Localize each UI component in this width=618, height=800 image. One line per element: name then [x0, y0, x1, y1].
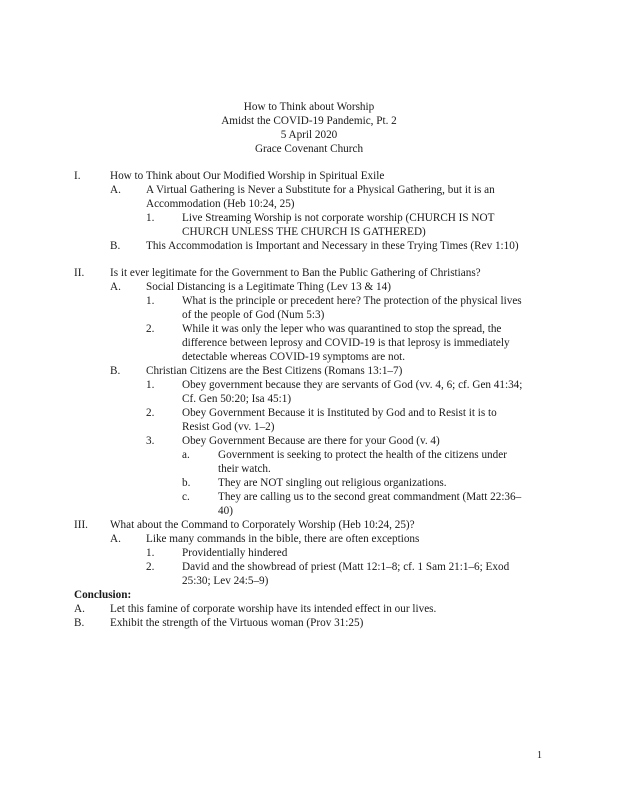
outline-point: Live Streaming Worship is not corporate worship (CHURCH IS NOT [182, 212, 495, 224]
outline-subletter: c. [182, 491, 190, 503]
outline-point: CHURCH UNLESS THE CHURCH IS GATHERED) [182, 226, 426, 238]
outline-point: of the people of God (Num 5:3) [182, 309, 325, 321]
outline-subletter: b. [182, 477, 191, 489]
outline-point: David and the showbread of priest (Matt 12:1–8; cf. 1 Sam 21:1–6; Exod [182, 561, 510, 573]
outline-number: 2. [146, 407, 155, 419]
outline-point: 40) [218, 505, 233, 517]
outline-letter: B. [74, 617, 85, 629]
outline-point: Cf. Gen 50:20; Isa 45:1) [182, 393, 292, 405]
outline-number: 1. [146, 212, 155, 224]
conclusion-point: Exhibit the strength of the Virtuous woman (Prov 31:25) [110, 617, 364, 629]
outline-point: Resist God (vv. 1–2) [182, 421, 275, 433]
document-subtitle: Amidst the COVID-19 Pandemic, Pt. 2 [221, 115, 397, 127]
outline-letter: A. [110, 184, 121, 196]
outline-number: 2. [146, 561, 155, 573]
outline-letter: A. [110, 281, 121, 293]
church-name: Grace Covenant Church [254, 143, 364, 155]
outline-point: their watch. [218, 463, 271, 475]
section-heading: Is it ever legitimate for the Government to Ban the Public Gathering of Christians? [110, 267, 481, 279]
outline-point: Obey government because they are servants of God (vv. 4, 6; cf. Gen 41:34; [182, 379, 523, 391]
outline-letter: B. [110, 240, 121, 252]
outline-point: Like many commands in the bible, there are often exceptions [146, 533, 420, 545]
outline-letter: A. [74, 603, 85, 615]
outline-numeral: II. [74, 267, 85, 279]
outline-point: Government is seeking to protect the health of the citizens under [218, 449, 507, 461]
outline-point: Social Distancing is a Legitimate Thing (Lev 13 & 14) [146, 281, 391, 293]
outline-letter: A. [110, 533, 121, 545]
section-heading: How to Think about Our Modified Worship in Spiritual Exile [110, 170, 385, 182]
document-title: How to Think about Worship [243, 101, 375, 113]
outline-point: difference between leprosy and COVID-19 is that leprosy is immediately [182, 337, 510, 349]
page-number: 1 [537, 750, 542, 761]
outline-point: Obey Government Because it is Instituted by God and to Resist it is to [182, 407, 497, 419]
outline-point: 25:30; Lev 24:5–9) [182, 575, 269, 587]
outline-point: detectable whereas COVID-19 symptoms are not. [182, 351, 406, 363]
outline-point: Christian Citizens are the Best Citizens (Romans 13:1–7) [146, 365, 403, 377]
document-date: 5 April 2020 [280, 129, 338, 141]
outline-letter: B. [110, 365, 121, 377]
outline-number: 1. [146, 379, 155, 391]
outline-point: A Virtual Gathering is Never a Substitute for a Physical Gathering, but it is an [146, 184, 495, 196]
outline-point: They are NOT singling out religious organizations. [218, 477, 447, 489]
conclusion-point: Let this famine of corporate worship have its intended effect in our lives. [110, 603, 437, 615]
outline-point: While it was only the leper who was quarantined to stop the spread, the [182, 323, 502, 335]
outline-number: 2. [146, 323, 155, 335]
section-heading: What about the Command to Corporately Worship (Heb 10:24, 25)? [110, 519, 415, 531]
outline-point: What is the principle or precedent here? The protection of the physical lives [182, 295, 522, 307]
outline-point: Obey Government Because are there for your Good (v. 4) [182, 435, 440, 447]
outline-numeral: III. [74, 519, 88, 531]
outline-point: They are calling us to the second great commandment (Matt 22:36– [218, 491, 522, 503]
outline-number: 1. [146, 547, 155, 559]
outline-number: 3. [146, 435, 155, 447]
outline-number: 1. [146, 295, 155, 307]
outline-numeral: I. [74, 170, 81, 182]
outline-point: This Accommodation is Important and Necessary in these Trying Times (Rev 1:10) [146, 240, 519, 252]
outline-point: Accommodation (Heb 10:24, 25) [146, 198, 295, 210]
outline-subletter: a. [182, 449, 190, 461]
conclusion-heading: Conclusion: [74, 589, 132, 601]
outline-point: Providentially hindered [182, 547, 288, 559]
